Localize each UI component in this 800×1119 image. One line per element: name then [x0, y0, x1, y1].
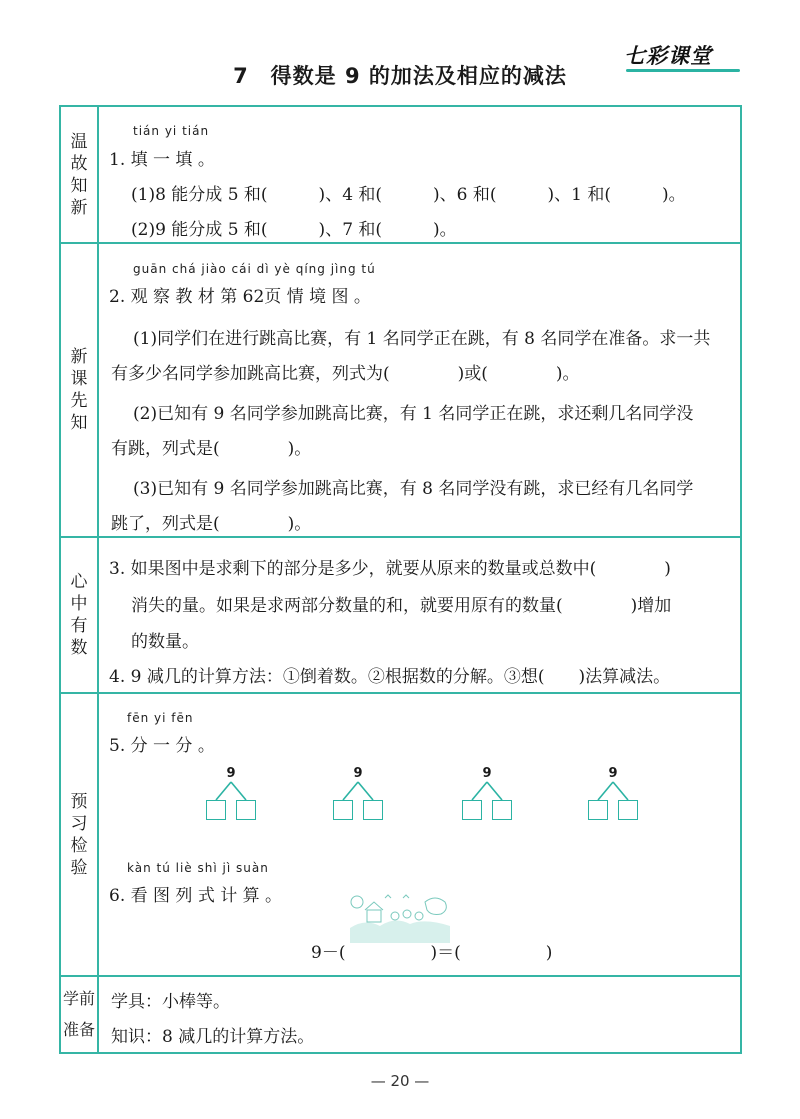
- brand-logo: [624, 40, 742, 70]
- section-check-label: [61, 694, 99, 975]
- q2-pinyin: guān chá jiào cái dì yè qíng jìng tú: [133, 262, 376, 276]
- answer-box-left[interactable]: [206, 800, 226, 820]
- answer-box-right[interactable]: [236, 800, 256, 820]
- subtraction-equation[interactable]: 9－( )＝( ): [311, 943, 553, 963]
- section-mind: [61, 538, 740, 694]
- answer-box-left[interactable]: [333, 800, 353, 820]
- label-char: 温: [70, 131, 88, 152]
- label-char: 知: [70, 413, 88, 433]
- label-char: 习: [70, 813, 88, 834]
- q2-1b: 有多少名同学参加跳高比赛，列式为( )或( )。: [111, 364, 580, 384]
- q2-1a: (1)同学们在进行跳高比赛，有 1 名同学正在跳，有 8 名同学在准备。求一共: [133, 329, 711, 349]
- logo-underline: [626, 69, 740, 72]
- label-char: 数: [70, 638, 88, 658]
- q3-line-a: 3. 如果图中是求剩下的部分是多少，就要从原来的数量或总数中( ): [109, 559, 671, 579]
- q2-title: 2. 观 察 教 材 第 62页 情 境 图 。: [109, 287, 371, 307]
- label-char: 有: [70, 616, 88, 636]
- q5-title: 5. 分 一 分 。: [109, 736, 215, 756]
- page-title: 7 得数是 9 的加法及相应的减法: [233, 64, 567, 88]
- section-review-label: [61, 107, 99, 242]
- section-preview-label: [61, 244, 99, 536]
- answer-box-left[interactable]: [462, 800, 482, 820]
- section-prep-label: [61, 977, 99, 1052]
- q2-2b: 有跳，列式是( )。: [111, 439, 312, 459]
- label-char: 新: [70, 197, 88, 218]
- q2-3a: (3)已知有 9 名同学参加跳高比赛，有 8 名同学没有跳，求已经有几名同学: [133, 479, 694, 499]
- label-word: 准备: [62, 1020, 95, 1040]
- q5-pinyin: fēn yi fēn: [127, 711, 194, 725]
- label-char: 中: [70, 594, 88, 614]
- q1-pinyin: tián yi tián: [133, 124, 210, 138]
- tree-branches: [583, 780, 643, 802]
- label-char: 课: [70, 369, 88, 389]
- tree-total: 9: [482, 766, 492, 781]
- tree-branches: [328, 780, 388, 802]
- label-word: 学前: [62, 988, 95, 1008]
- prep-tools: 学具：小棒等。: [111, 992, 230, 1012]
- label-char: 先: [70, 391, 88, 411]
- label-char: 检: [70, 835, 88, 856]
- split-tree: [328, 766, 388, 826]
- tree-branches: [457, 780, 517, 802]
- q1-line1: (1)8 能分成 5 和( )、4 和( )、6 和( )、1 和( )。: [131, 185, 686, 205]
- answer-box-right[interactable]: [363, 800, 383, 820]
- tree-total: 9: [353, 766, 363, 781]
- q1-title: 1. 填 一 填 。: [109, 150, 215, 170]
- q2-3b: 跳了，列式是( )。: [111, 514, 312, 534]
- section-preview: [61, 244, 740, 538]
- section-prep-content: [101, 977, 740, 1052]
- prep-knowledge: 知识：8 减几的计算方法。: [111, 1027, 315, 1047]
- q2-2a: (2)已知有 9 名同学参加跳高比赛，有 1 名同学正在跳，求还剩几名同学没: [133, 404, 694, 424]
- section-preview-content: [101, 244, 740, 536]
- tree-total: 9: [226, 766, 236, 781]
- split-tree: [201, 766, 261, 826]
- section-mind-content: [101, 538, 740, 692]
- page-number: — 20 —: [370, 1072, 430, 1090]
- q4-line: 4. 9 减几的计算方法：①倒着数。②根据数的分解。③想( )法算减法。: [109, 667, 671, 687]
- q1-line2: (2)9 能分成 5 和( )、7 和( )。: [131, 220, 457, 240]
- scene-illustration: [345, 888, 455, 943]
- section-review-content: [101, 107, 740, 242]
- q3-line-c: 的数量。: [131, 632, 199, 652]
- q6-pinyin: kàn tú liè shì jì suàn: [127, 861, 269, 875]
- split-tree: [457, 766, 517, 826]
- answer-box-right[interactable]: [492, 800, 512, 820]
- answer-box-left[interactable]: [588, 800, 608, 820]
- brand-logo-text: 七彩课堂: [624, 44, 712, 68]
- label-char: 故: [70, 153, 88, 174]
- label-char: 新: [70, 347, 88, 367]
- tree-branches: [201, 780, 261, 802]
- section-prep: [61, 977, 740, 1052]
- section-review: [61, 107, 740, 244]
- tree-total: 9: [608, 766, 618, 781]
- q6-title: 6. 看 图 列 式 计 算 。: [109, 886, 283, 906]
- label-char: 预: [70, 791, 88, 812]
- q3-line-b: 消失的量。如果是求两部分数量的和，就要用原有的数量( )增加: [131, 596, 672, 616]
- answer-box-right[interactable]: [618, 800, 638, 820]
- label-char: 知: [70, 175, 88, 196]
- split-tree: [583, 766, 643, 826]
- label-char: 心: [70, 572, 88, 592]
- label-char: 验: [70, 857, 88, 878]
- section-mind-label: [61, 538, 99, 692]
